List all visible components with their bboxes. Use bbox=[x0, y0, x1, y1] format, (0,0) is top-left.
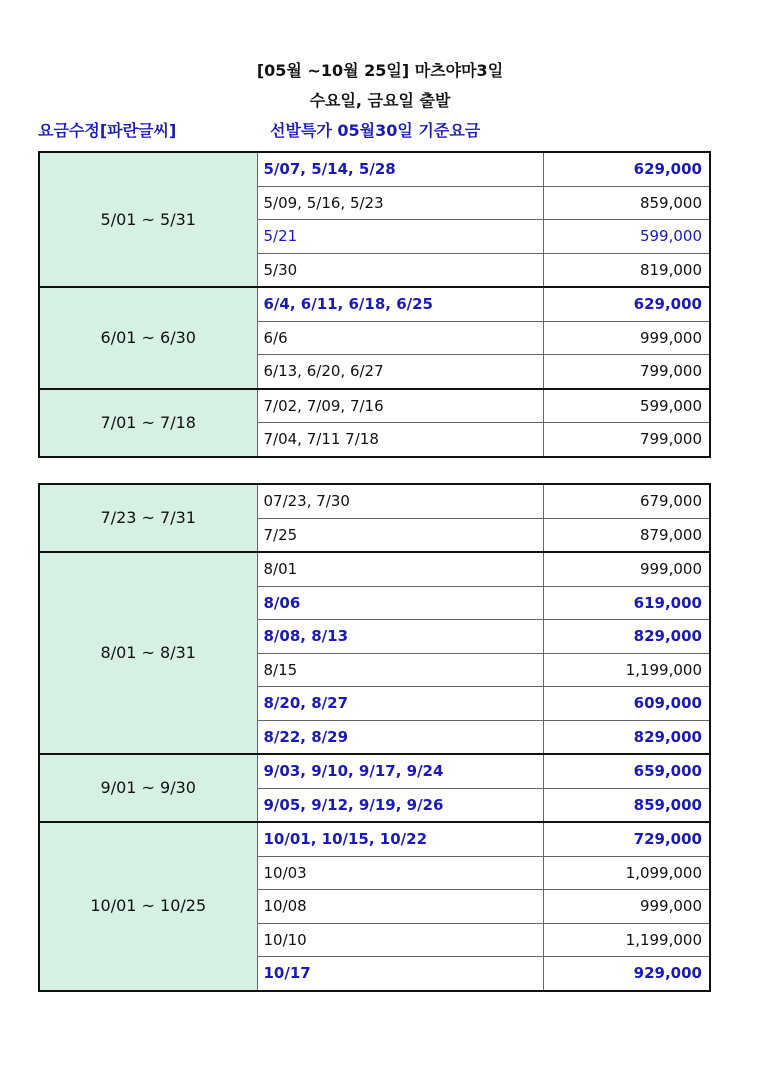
price-cell: 619,000 bbox=[543, 586, 710, 620]
table-row bbox=[39, 287, 710, 321]
period-cell: 8/01 ~ 8/31 bbox=[39, 552, 257, 754]
price-cell: 729,000 bbox=[543, 822, 710, 856]
departure-dates-cell: 8/20, 8/27 bbox=[257, 687, 543, 721]
departure-dates-cell: 5/09, 5/16, 5/23 bbox=[257, 186, 543, 220]
departure-dates-cell: 8/01 bbox=[257, 552, 543, 586]
price-revision-note: 요금수정[파란글씨] bbox=[38, 121, 177, 140]
price-cell: 1,099,000 bbox=[543, 856, 710, 890]
departure-dates-cell: 10/03 bbox=[257, 856, 543, 890]
departure-dates-cell: 8/15 bbox=[257, 653, 543, 687]
departure-dates-cell: 6/13, 6/20, 6/27 bbox=[257, 355, 543, 389]
period-cell: 6/01 ~ 6/30 bbox=[39, 287, 257, 389]
price-cell: 929,000 bbox=[543, 957, 710, 991]
departure-dates-cell: 9/03, 9/10, 9/17, 9/24 bbox=[257, 754, 543, 788]
price-cell: 879,000 bbox=[543, 518, 710, 552]
table-row bbox=[39, 484, 710, 518]
rate-table-may-july bbox=[38, 151, 711, 458]
price-cell: 679,000 bbox=[543, 484, 710, 518]
price-cell: 1,199,000 bbox=[543, 923, 710, 957]
departure-dates-cell: 8/08, 8/13 bbox=[257, 620, 543, 654]
price-cell: 599,000 bbox=[543, 220, 710, 254]
price-cell: 799,000 bbox=[543, 355, 710, 389]
table-row bbox=[39, 389, 710, 423]
period-cell: 7/23 ~ 7/31 bbox=[39, 484, 257, 552]
departure-dates-cell: 6/4, 6/11, 6/18, 6/25 bbox=[257, 287, 543, 321]
departure-dates-cell: 10/01, 10/15, 10/22 bbox=[257, 822, 543, 856]
departure-dates-cell: 7/04, 7/11 7/18 bbox=[257, 423, 543, 457]
period-cell: 9/01 ~ 9/30 bbox=[39, 754, 257, 822]
page-title: [05월 ~10월 25일] 마츠야마3일 bbox=[256, 61, 504, 80]
price-cell: 629,000 bbox=[543, 152, 710, 186]
price-cell: 999,000 bbox=[543, 552, 710, 586]
price-cell: 829,000 bbox=[543, 720, 710, 754]
departure-dates-cell: 7/02, 7/09, 7/16 bbox=[257, 389, 543, 423]
price-cell: 609,000 bbox=[543, 687, 710, 721]
departure-dates-cell: 8/22, 8/29 bbox=[257, 720, 543, 754]
early-bird-note: 선발특가 05월30일 기준요금 bbox=[270, 121, 481, 140]
departure-dates-cell: 07/23, 7/30 bbox=[257, 484, 543, 518]
table-row bbox=[39, 152, 710, 186]
table-row bbox=[39, 754, 710, 788]
departure-dates-cell: 8/06 bbox=[257, 586, 543, 620]
period-cell: 7/01 ~ 7/18 bbox=[39, 389, 257, 457]
price-cell: 659,000 bbox=[543, 754, 710, 788]
departure-dates-cell: 9/05, 9/12, 9/19, 9/26 bbox=[257, 788, 543, 822]
price-cell: 999,000 bbox=[543, 890, 710, 924]
price-cell: 819,000 bbox=[543, 253, 710, 287]
price-cell: 599,000 bbox=[543, 389, 710, 423]
departure-dates-cell: 6/6 bbox=[257, 321, 543, 355]
price-cell: 1,199,000 bbox=[543, 653, 710, 687]
departure-dates-cell: 7/25 bbox=[257, 518, 543, 552]
table-row bbox=[39, 552, 710, 586]
departure-days: 수요일, 금요일 출발 bbox=[309, 91, 451, 110]
departure-dates-cell: 5/30 bbox=[257, 253, 543, 287]
price-cell: 629,000 bbox=[543, 287, 710, 321]
price-cell: 829,000 bbox=[543, 620, 710, 654]
departure-dates-cell: 10/10 bbox=[257, 923, 543, 957]
price-cell: 799,000 bbox=[543, 423, 710, 457]
price-cell: 859,000 bbox=[543, 186, 710, 220]
price-cell: 999,000 bbox=[543, 321, 710, 355]
departure-dates-cell: 5/07, 5/14, 5/28 bbox=[257, 152, 543, 186]
price-cell: 859,000 bbox=[543, 788, 710, 822]
rate-table-july-october bbox=[38, 483, 711, 992]
departure-dates-cell: 10/17 bbox=[257, 957, 543, 991]
period-cell: 5/01 ~ 5/31 bbox=[39, 152, 257, 287]
period-cell: 10/01 ~ 10/25 bbox=[39, 822, 257, 991]
departure-dates-cell: 10/08 bbox=[257, 890, 543, 924]
departure-dates-cell: 5/21 bbox=[257, 220, 543, 254]
table-row bbox=[39, 822, 710, 856]
